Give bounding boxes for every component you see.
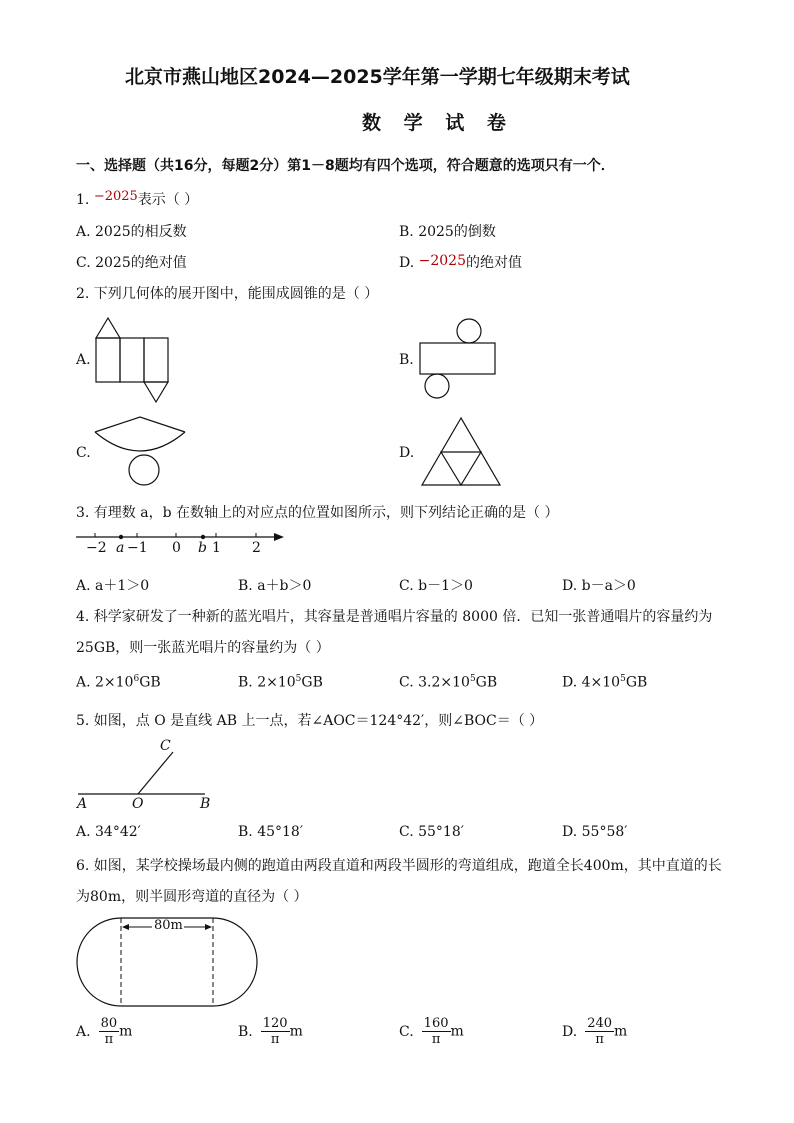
q6-option-c-unit: m: [450, 1023, 464, 1040]
q5-option-d: D. 55°58′: [562, 824, 628, 840]
q3-stem: 3. 有理数 a，b 在数轴上的对应点的位置如图所示，则下列结论正确的是（ ）: [76, 505, 559, 521]
q5-label-a: A: [77, 796, 88, 812]
q6-option-c-num: 160: [423, 1016, 449, 1031]
q3-label-minus1: −1: [127, 540, 148, 556]
q6-option-a-label: A.: [76, 1023, 91, 1040]
q3-label-zero: 0: [172, 540, 181, 556]
q6-dim-arrow-right: [205, 924, 212, 930]
q4-option-a-unit: GB: [139, 674, 161, 691]
q6-option-a-num: 80: [100, 1016, 118, 1031]
q4-option-b-label: B.: [238, 674, 253, 691]
q6-option-c-label: C.: [399, 1023, 414, 1040]
q6-option-d-unit: m: [614, 1023, 628, 1040]
q3-option-b: B. a＋b＞0: [238, 578, 312, 594]
q6-option-b-unit: m: [289, 1023, 303, 1040]
q5-label-c: C: [160, 738, 171, 754]
q3-option-d: D. b－a＞0: [562, 578, 636, 594]
q4-option-c-base: 3.2×10: [418, 674, 470, 691]
q2-label-c: C.: [76, 445, 91, 461]
q6-stem-line1: 6. 如图，某学校操场最内侧的跑道由两段直道和两段半圆形的弯道组成，跑道全长400m，其中直道的长: [76, 858, 722, 874]
q6-option-c-den: π: [431, 1032, 441, 1047]
q1-stem-text: 表示（ ）: [137, 192, 199, 208]
q4-option-a-base: 2×10: [95, 674, 134, 691]
q4-stem-line1: 4. 科学家研发了一种新的蓝光唱片，其容量是普通唱片容量的 8000 倍．已知一张普通唱片的容量约为: [76, 609, 713, 625]
page-title: 北京市燕山地区2024—2025学年第一学期七年级期末考试: [125, 66, 630, 88]
q3-label-a: a: [116, 540, 125, 556]
q4-stem-line2: 25GB，则一张蓝光唱片的容量约为（ ）: [76, 640, 330, 656]
q1-number: 1.: [76, 192, 90, 208]
q2-label-a: A.: [76, 352, 91, 368]
q4-option-d-unit: GB: [625, 674, 648, 691]
q4-option-d-label: D.: [562, 674, 578, 691]
q6-option-a-den: π: [104, 1032, 114, 1047]
q1-option-d-label: D.: [399, 255, 415, 271]
q4-option-a-label: A.: [76, 674, 91, 691]
q5-option-a: A. 34°42′: [76, 824, 141, 840]
q6-option-d-num: 240: [587, 1016, 613, 1031]
q6-option-d-fraction: [585, 1016, 614, 1047]
q1-option-d-suffix: 的绝对值: [466, 255, 522, 271]
q1-option-c: C. 2025的绝对值: [76, 255, 187, 271]
q6-option-b-num: 120: [262, 1016, 288, 1031]
q6-option-b-den: π: [270, 1032, 280, 1047]
q3-option-c: C. b－1＞0: [399, 578, 473, 594]
q2-stem: 2. 下列几何体的展开图中，能围成圆锥的是（ ）: [76, 286, 379, 302]
q4-option-b-unit: GB: [301, 674, 323, 691]
q1-option-b: B. 2025的倒数: [399, 224, 496, 240]
page-subtitle: 数 学 试 卷: [362, 112, 514, 134]
q6-option-b-fraction: [261, 1016, 290, 1047]
q6-option-d: [562, 1016, 627, 1047]
q1-option-d-value: −2025: [418, 253, 466, 269]
q6-option-a-fraction: [99, 1016, 120, 1047]
q6-option-c: [399, 1016, 464, 1047]
q6-stem-line2: 为80m，则半圆形弯道的直径为（ ）: [76, 889, 308, 905]
q4-option-c-exp: 5: [469, 674, 476, 684]
q5-label-o: O: [132, 796, 144, 812]
q3-label-one: 1: [212, 540, 221, 556]
q3-label-b: b: [198, 540, 207, 556]
q4-option-b-exp: 5: [295, 674, 302, 684]
q6-option-a-unit: m: [119, 1023, 133, 1040]
q4-option-b-base: 2×10: [257, 674, 296, 691]
section-heading: 一、选择题（共16分，每题2分）第1－8题均有四个选项，符合题意的选项只有一个．: [76, 158, 615, 174]
q1-value: −2025: [93, 189, 138, 204]
q6-option-b-label: B.: [238, 1023, 253, 1040]
q5-stem: 5. 如图，点 O 是直线 AB 上一点，若∠AOC＝124°42′，则∠BOC＝（ ）: [76, 713, 544, 729]
q4-option-a-exp: 6: [133, 674, 140, 684]
q3-label-minus2: −2: [86, 540, 107, 556]
q6-option-a: [76, 1016, 132, 1047]
q5-label-b: B: [200, 796, 211, 812]
q3-option-a: A. a＋1＞0: [76, 578, 150, 594]
q4-option-c-unit: GB: [475, 674, 498, 691]
q6-dim-arrow-left: [122, 924, 129, 930]
q5-option-b: B. 45°18′: [238, 824, 303, 840]
q1-option-a: A. 2025的相反数: [76, 224, 187, 240]
q4-option-d-exp: 5: [620, 674, 626, 684]
q5-option-c: C. 55°18′: [399, 824, 464, 840]
q6-option-c-fraction: [422, 1016, 451, 1047]
q6-option-d-den: π: [595, 1032, 604, 1047]
q2-label-b: B.: [399, 352, 414, 368]
q2-label-d: D.: [399, 445, 415, 461]
q6-option-b: [238, 1016, 303, 1047]
q3-label-two: 2: [252, 540, 261, 556]
q6-length-label: 80m: [154, 918, 183, 933]
q6-option-d-label: D.: [562, 1023, 578, 1040]
q4-option-c-label: C.: [399, 674, 414, 691]
q4-option-d-base: 4×10: [581, 674, 621, 691]
